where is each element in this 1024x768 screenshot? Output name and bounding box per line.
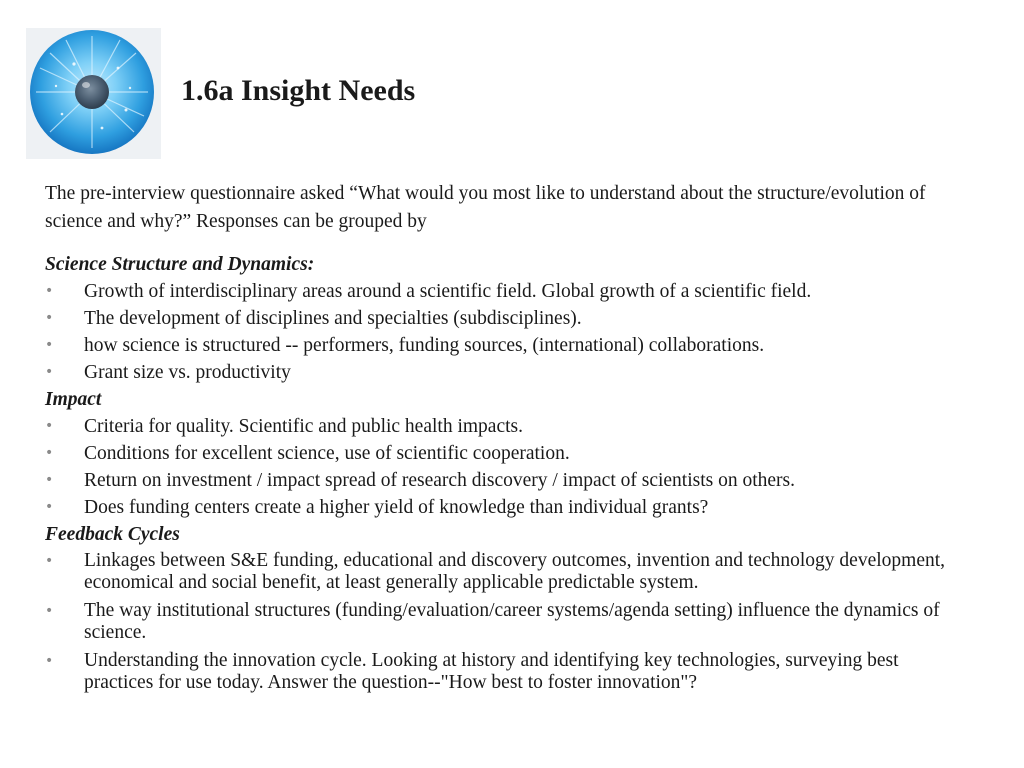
list-item: • The development of disciplines and specialties (subdisciplines). bbox=[45, 305, 965, 332]
intro-paragraph: The pre-interview questionnaire asked “What would you most like to understand about the structure/evolution of science and why?” Responses can be grouped by bbox=[45, 183, 926, 232]
bullet-icon: • bbox=[45, 553, 54, 569]
list-item: • Understanding the innovation cycle. Looking at history and identifying key technologies, surveying best practices for use today. Answer the question--"How best to foster innovation"? bbox=[45, 650, 899, 693]
bullet-icon: • bbox=[45, 445, 54, 461]
bullet-icon: • bbox=[45, 499, 54, 515]
list-item: • Conditions for excellent science, use of scientific cooperation. bbox=[45, 440, 965, 467]
bullet-icon: • bbox=[45, 364, 54, 380]
bullet-list-impact bbox=[45, 413, 965, 521]
section-heading-feedback: Feedback Cycles bbox=[45, 524, 180, 545]
bullet-icon: • bbox=[45, 418, 54, 434]
eye-logo bbox=[26, 28, 161, 159]
bullet-icon: • bbox=[45, 310, 54, 326]
bullet-list-structure bbox=[45, 278, 965, 386]
list-item: • Return on investment / impact spread of research discovery / impact of scientists on others. bbox=[45, 467, 965, 494]
bullet-list-feedback bbox=[45, 548, 965, 698]
bullet-icon: • bbox=[45, 603, 54, 619]
section-heading-impact: Impact bbox=[45, 389, 102, 410]
bullet-icon: • bbox=[45, 472, 54, 488]
list-item: • The way institutional structures (funding/evaluation/career systems/agenda setting) influence the dynamics of science. bbox=[45, 600, 940, 643]
list-item: • Growth of interdisciplinary areas around a scientific field. Global growth of a scientific field. bbox=[45, 278, 965, 305]
page-title: 1.6a Insight Needs bbox=[181, 74, 416, 107]
list-item: • Linkages between S&E funding, educational and discovery outcomes, invention and technology development, economical and social benefit, at least generally applicable predictable system. bbox=[45, 550, 946, 593]
section-heading-structure: Science Structure and Dynamics: bbox=[45, 254, 315, 275]
list-item: • how science is structured -- performers, funding sources, (international) collaborations. bbox=[45, 332, 965, 359]
list-item: • Grant size vs. productivity bbox=[45, 359, 965, 386]
bullet-icon: • bbox=[45, 337, 54, 353]
bullet-icon: • bbox=[45, 283, 54, 299]
list-item: • Criteria for quality. Scientific and public health impacts. bbox=[45, 413, 965, 440]
list-item: • Does funding centers create a higher yield of knowledge than individual grants? bbox=[45, 494, 965, 521]
eye-iris-icon bbox=[26, 28, 161, 159]
slide-body bbox=[45, 180, 965, 698]
bullet-icon: • bbox=[45, 653, 54, 669]
